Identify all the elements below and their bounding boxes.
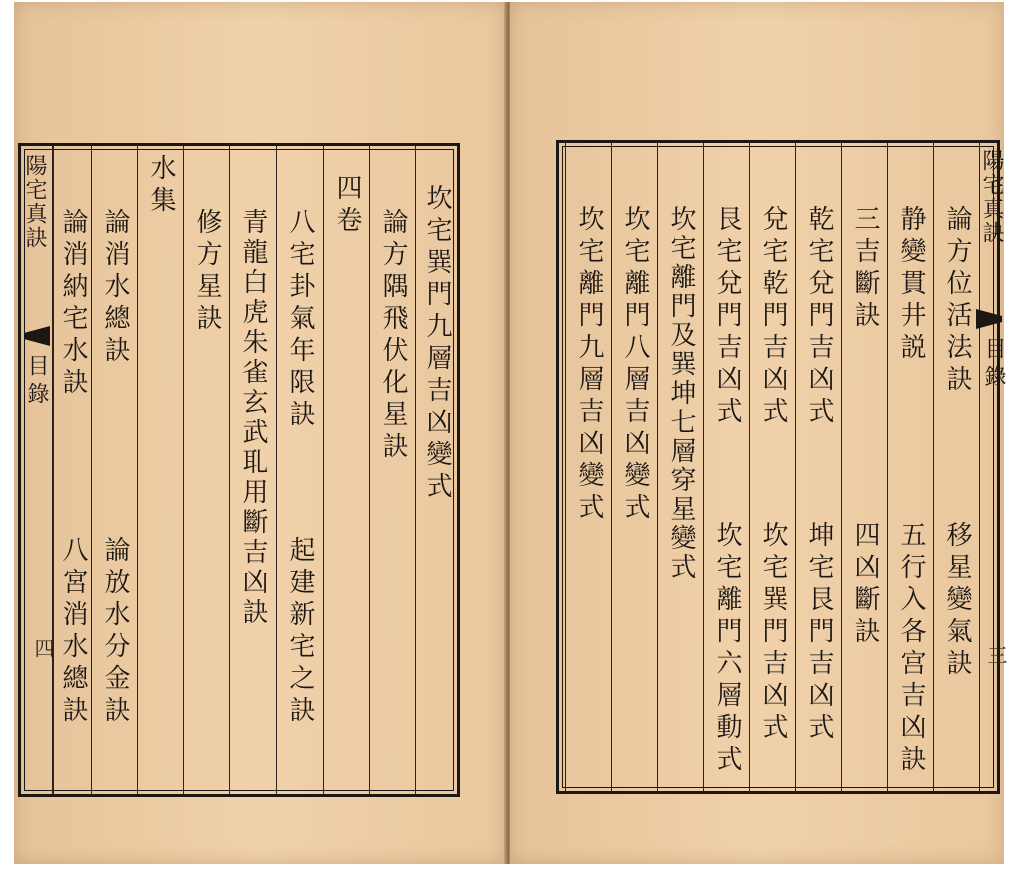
right-page-number: 三 <box>984 645 1008 665</box>
book-spread <box>14 2 1008 864</box>
right-margin-sub: 目錄 <box>981 337 1006 393</box>
fish-tail-mark <box>24 326 50 346</box>
left-page <box>14 2 507 864</box>
left-col-2-top: 論方隅飛伏化星訣 <box>378 208 408 464</box>
left-col-5-top: 青龍白虎朱雀玄武耴用斷吉凶訣 <box>238 208 268 628</box>
right-col-4-top: 乾宅兌門吉凶式 <box>804 205 834 429</box>
left-col-9-top: 論消納宅水訣 <box>58 208 88 400</box>
left-col-6 <box>183 146 229 794</box>
left-col-7-top: 水集 <box>146 154 176 218</box>
left-col-1-top: 坎宅巽門九層吉凶變式 <box>422 184 452 504</box>
right-col-9 <box>565 143 611 791</box>
left-frame <box>18 143 460 797</box>
left-col-3 <box>323 146 369 794</box>
right-col-1 <box>933 143 979 791</box>
left-margin-column <box>21 146 53 794</box>
fish-tail-mark <box>976 309 1002 329</box>
right-col-6 <box>703 143 749 791</box>
right-margin-column <box>979 143 1008 791</box>
right-page <box>510 2 1008 864</box>
left-margin-title: 陽宅真訣 <box>22 154 47 250</box>
right-col-9-top: 坎宅離門九層吉凶變式 <box>574 205 604 525</box>
right-col-7 <box>657 143 703 791</box>
right-col-3-bottom: 四凶斷訣 <box>850 521 880 649</box>
right-col-8-top: 坎宅離門八層吉凶變式 <box>620 205 650 525</box>
right-col-5-bottom: 坎宅巽門吉凶式 <box>758 521 788 745</box>
right-col-8 <box>611 143 657 791</box>
right-col-7-top: 坎宅離門及巽坤七層穿星變式 <box>666 205 696 582</box>
left-col-7 <box>137 146 183 794</box>
left-col-4 <box>276 146 323 794</box>
right-col-2-bottom: 五行入各宫吉凶訣 <box>896 521 926 777</box>
left-col-9 <box>53 146 91 794</box>
right-col-6-top: 艮宅兌門吉凶式 <box>712 205 742 429</box>
right-col-1-bottom: 移星變氣訣 <box>942 521 972 681</box>
right-col-3-top: 三吉斷訣 <box>850 205 880 333</box>
left-col-3-top: 四卷 <box>332 174 362 238</box>
right-col-4-bottom: 坤宅艮門吉凶式 <box>804 521 834 745</box>
right-col-4 <box>795 143 841 791</box>
left-col-5 <box>229 146 276 794</box>
left-col-8-bottom: 論放水分金訣 <box>100 536 130 728</box>
left-col-6-top: 修方星訣 <box>192 208 222 336</box>
left-margin-sub: 目錄 <box>24 354 49 410</box>
left-col-8-top: 論消水總訣 <box>100 208 130 368</box>
right-col-1-top: 論方位活法訣 <box>942 205 972 397</box>
left-col-8 <box>91 146 137 794</box>
right-col-3 <box>841 143 887 791</box>
right-col-5 <box>749 143 795 791</box>
left-col-4-top: 八宅卦氣年限訣 <box>285 208 315 432</box>
left-col-9-bottom: 八宮消水總訣 <box>58 536 88 728</box>
right-col-5-top: 兌宅乾門吉凶式 <box>758 205 788 429</box>
right-col-2 <box>887 143 933 791</box>
left-col-1 <box>415 146 457 794</box>
left-col-4-bottom: 起建新宅之訣 <box>285 536 315 728</box>
right-margin-title: 陽宅真訣 <box>979 149 1004 245</box>
right-frame <box>556 140 1008 794</box>
left-col-2 <box>369 146 415 794</box>
left-page-number: 四 <box>31 638 55 658</box>
right-col-2-top: 静變貫井説 <box>896 205 926 365</box>
right-col-6-bottom: 坎宅離門六層動式 <box>712 521 742 777</box>
